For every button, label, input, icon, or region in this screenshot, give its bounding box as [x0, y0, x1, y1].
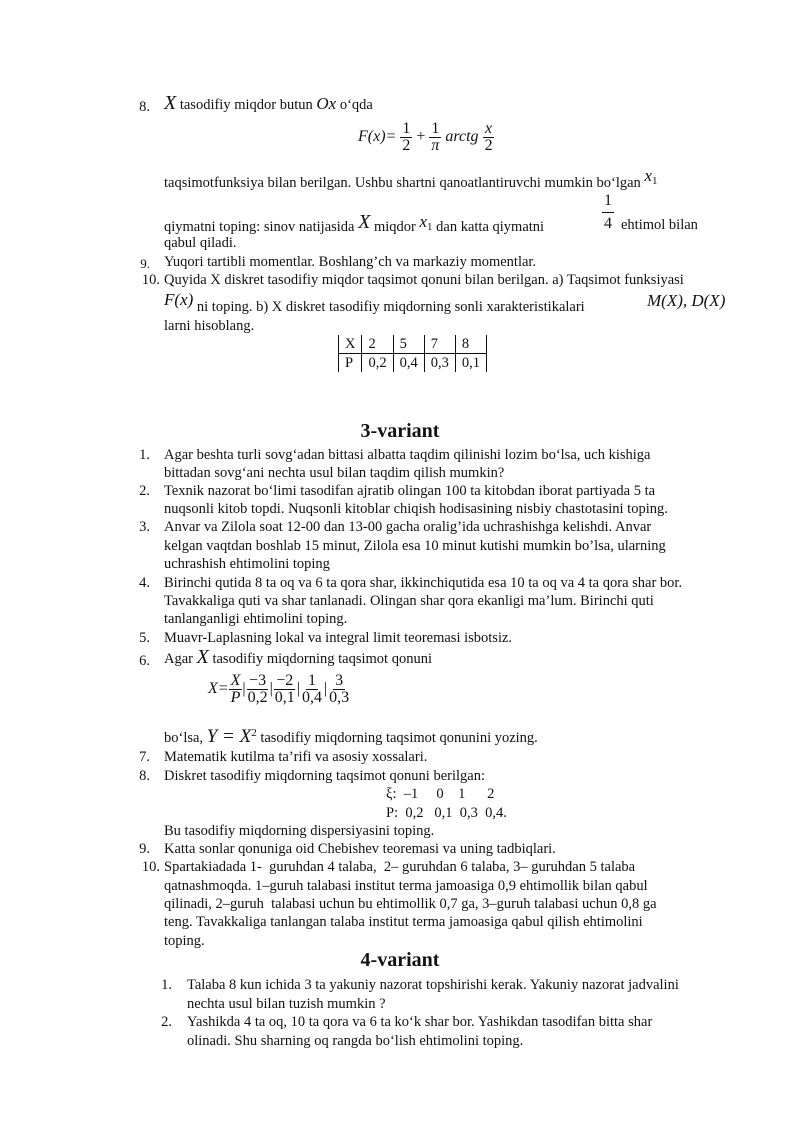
v3-item4-line1: Birinchi qutida 8 ta oq va 6 ta qora shar, ikkinchiqutida esa 10 ta oq va 4 ta qora shar bor. [164, 575, 683, 591]
formula-lhs: F(x)= [358, 128, 397, 146]
v3-q10-line1: Spartakiadada 1- guruhdan 4 talaba, 2– guruhdan 6 talaba, 3– guruhdan 5 talaba [164, 859, 636, 875]
q10-line2 [164, 290, 585, 315]
v3-item5-line1: Muavr-Laplasning lokal va integral limit teoremasi isbotsiz. [164, 630, 513, 646]
item-number: 2. [161, 1014, 172, 1030]
v3-q10-line3: qilinadi, 2–guruh talabasi uchun bu ehtimollik 0,7 ga, 3–guruh talabasi uchun 0,8 ga [164, 896, 657, 912]
v3-q6-text2: tasodifiy miqdorning taqsimot qonunini yozing. [260, 729, 538, 746]
item-number: 4. [139, 575, 150, 591]
var-ox: Ox [316, 94, 337, 113]
q10-line3: larni hisoblang. [164, 318, 255, 334]
p-row: P: 0,2 0,1 0,3 0,4. [386, 805, 507, 821]
xi-row: ξ: –1 0 1 2 [386, 786, 495, 802]
agar-text: Agar [164, 651, 193, 667]
v3-q10-line5: toping. [164, 933, 205, 949]
var-x: X [358, 211, 371, 233]
table-row [339, 335, 487, 354]
variant-4-heading: 4-variant [360, 949, 440, 971]
v3-item1-line2: bittadan sovg‘ani nechta usul bilan taqdim qilish mumkin? [164, 465, 505, 481]
var-x1: x [644, 166, 652, 185]
var-x: X [164, 92, 177, 114]
superscript: 2 [251, 727, 257, 739]
law-col: $\frac{X}{P}$ [230, 672, 241, 706]
v4-item2-line2: olinadi. Shu sharning oq rangda bo‘lish ehtimolini toping. [187, 1033, 524, 1049]
v3-item3-line2: kelgan vaqtdan boshlab 15 minut, Zilola esa 10 minut kutishi mumkin bo’lsa, ularning [164, 538, 666, 554]
item-number: 8. [139, 768, 150, 784]
arctg-label: arctg [445, 128, 479, 146]
v3-q6-line1 [164, 648, 432, 668]
v3-q6-line3 [164, 724, 538, 747]
item-number: 1. [139, 447, 150, 463]
v4-item1-line2: nechta usul bilan tuzish mumkin ? [187, 996, 386, 1012]
table-cell: 8 [455, 335, 486, 354]
law-lhs: X= [208, 680, 229, 698]
q8-line3-end: ehtimol bilan [621, 217, 698, 233]
law-col: $\frac{1}{0,4}$ [301, 672, 322, 706]
subscript: 1 [651, 175, 658, 187]
table-row [339, 354, 487, 373]
table-cell: 7 [424, 335, 455, 354]
item-number: 8. [139, 99, 150, 115]
table-cell: 0,3 [424, 354, 455, 373]
subscript: 1 [427, 221, 433, 233]
q10-line1: Quyida X diskret tasodifiy miqdor taqsimot qonuni bilan berilgan. a) Taqsimot funksiyasi [164, 272, 684, 288]
v3-q6-text: tasodifiy miqdorning taqsimot qonuni [212, 651, 432, 667]
q8-text1: tasodifiy miqdor butun [179, 97, 313, 113]
item-number: 3. [139, 519, 150, 535]
v3-item4-line2: Tavakkaliga quti va shar tanlanadi. Olingan shar qora ekanligi ma’lum. Birinchi quti [164, 593, 654, 609]
q8-line1 [164, 94, 373, 114]
v3-item3-line3: uchrashish ehtimolini toping [164, 556, 330, 572]
q8-line2 [164, 166, 658, 196]
separator: | [296, 680, 300, 698]
distribution-law [208, 673, 351, 706]
item-number: 2. [139, 483, 150, 499]
q8-text2: o‘qda [339, 97, 373, 113]
table-cell: 5 [393, 335, 424, 354]
item-number: 9. [140, 256, 150, 271]
v3-q8-text: Diskret tasodifiy miqdorning taqsimot qonuni berilgan: [164, 768, 485, 784]
v3-item2-line1: Texnik nazorat bo‘limi tasodifan ajratib olingan 100 ta kitobdan iborat partiyada 5 ta [164, 483, 656, 499]
q8-line3-text: dan katta qiymatni [436, 219, 545, 235]
v3-q9-text: Katta sonlar qonuniga oid Chebishev teoremasi va uning tadbiqlari. [164, 841, 556, 857]
fx-label: F(x) [164, 290, 194, 309]
bolsa-text: bo‘lsa, [164, 729, 204, 746]
fraction: $\frac{1}{\pi}$ [431, 120, 440, 154]
variant-3-heading: 3-variant [360, 420, 440, 442]
q8-line4: qabul qiladi. [164, 235, 237, 251]
table-cell: 0,4 [393, 354, 424, 373]
v3-item2-line2: nuqsonli kitob topdi. Nuqsonli kitoblar chiqish hodisasining nisbiy chastotasini toping. [164, 501, 668, 517]
law-col: $\frac{-3}{0,2}$ [247, 672, 268, 706]
table-cell: 0,1 [455, 354, 486, 373]
q8-line2-text: taqsimotfunksiya bilan berilgan. Ushbu shartni qanoatlantiruvchi mumkin bo‘lgan [164, 175, 641, 191]
v3-q8-after: Bu tasodifiy miqdorning dispersiyasini toping. [164, 823, 435, 839]
fraction: $\frac{x}{2}$ [484, 120, 493, 154]
item-number: 1. [161, 977, 172, 993]
mx-dx-label: M(X), D(X) [647, 291, 726, 310]
item-number: 10. [141, 859, 160, 875]
v3-q10-line2: qatnashmoqda. 1–guruh talabasi institut terma jamoasiga 0,9 ehtimollik bilan qabul [164, 878, 648, 894]
distribution-table [338, 335, 487, 372]
item-number: 10. [141, 272, 160, 288]
plus-sign: + [416, 128, 426, 146]
table-cell: X [339, 335, 362, 354]
q8-line3-text: miqdor [373, 219, 416, 235]
v3-item3-line1: Anvar va Zilola soat 12-00 dan 13-00 gacha oralig’ida uchrashishga kelishdi. Anvar [164, 519, 652, 535]
separator: | [269, 680, 273, 698]
quarter-fraction: $\frac{1}{4}$ [604, 192, 612, 232]
q8-formula [358, 121, 495, 154]
table-cell: 0,2 [362, 354, 393, 373]
law-col: $\frac{-2}{0,1}$ [274, 672, 295, 706]
item-number: 9. [139, 841, 150, 857]
q9-text: Yuqori tartibli momentlar. Boshlang’ch va markaziy momentlar. [164, 254, 537, 270]
item-number: 5. [139, 630, 150, 646]
var-x1: x [419, 212, 428, 231]
law-col: $\frac{3}{0,3}$ [329, 672, 350, 706]
table-cell: P [339, 354, 362, 373]
v3-q10-line4: teng. Tavakkaliga tanlangan talaba institut terma jamoasiga qabul qilish ehtimolini [164, 914, 643, 930]
separator: | [323, 680, 328, 698]
q8-line3-text: qiymatni toping: sinov natijasida [164, 219, 355, 235]
table-cell: 2 [362, 335, 393, 354]
v3-item4-line3: tanlanganligi ehtimolini toping. [164, 611, 348, 627]
v3-q7-text: Matematik kutilma ta’rifi va asosiy xossalari. [164, 749, 428, 765]
var-x: X [196, 646, 209, 668]
item-number: 7. [139, 749, 150, 765]
v3-item1-line1: Agar beshta turli sovg‘adan bittasi albatta taqdim qilinishi lozim bo‘lsa, uch kishiga [164, 447, 651, 463]
item-number: 6. [139, 653, 150, 669]
v4-item1-line1: Talaba 8 kun ichida 3 ta yakuniy nazorat topshirishi kerak. Yakuniy nazorat jadvalini [187, 977, 679, 993]
q10-line2-text: ni toping. b) X diskret tasodifiy miqdorning sonli xarakteristikalari [196, 299, 585, 315]
fraction: $\frac{1}{2}$ [402, 120, 411, 154]
separator: | [242, 680, 246, 698]
y-equals-x: Y = X [206, 725, 252, 747]
v4-item2-line1: Yashikda 4 ta oq, 10 ta qora va 6 ta ko‘k shar bor. Yashikdan tasodifan bitta shar [187, 1014, 653, 1030]
